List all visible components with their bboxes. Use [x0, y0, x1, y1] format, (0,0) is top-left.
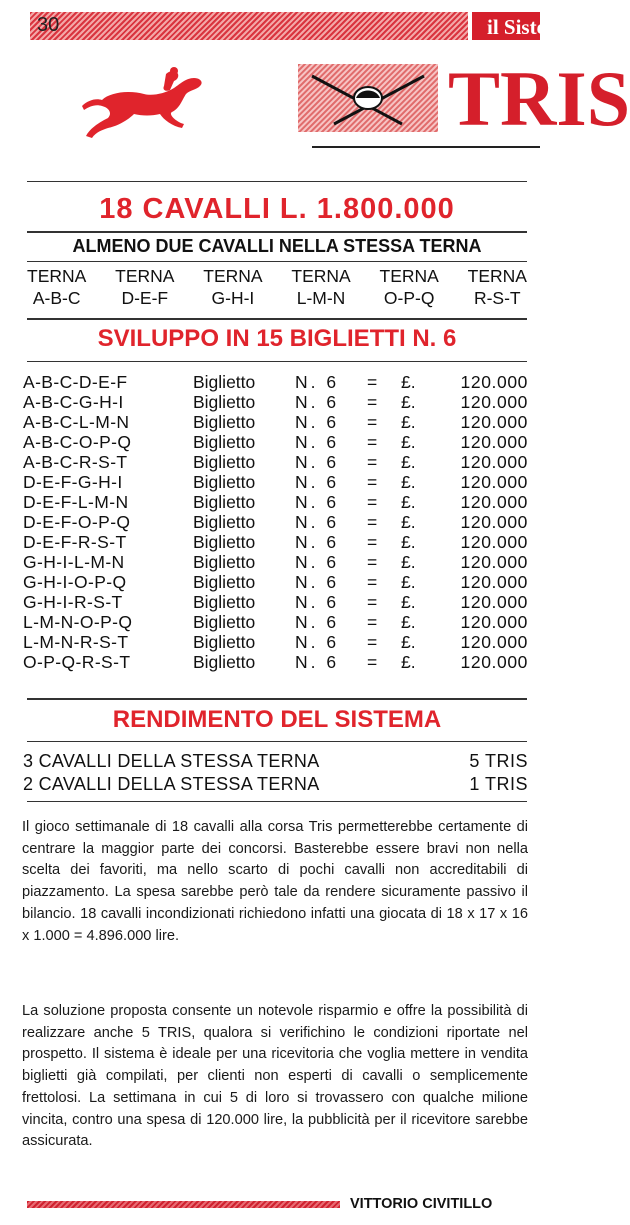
header-bar: [30, 12, 468, 40]
ticket-row: G-H-I-L-M-N Biglietto N. 6 = £. 120.000: [23, 552, 528, 572]
ticket-row: O-P-Q-R-S-T Biglietto N. 6 = £. 120.000: [23, 652, 528, 672]
ticket-row: D-E-F-L-M-N Biglietto N. 6 = £. 120.000: [23, 492, 528, 512]
divider: [27, 181, 527, 182]
ticket-row: G-H-I-O-P-Q Biglietto N. 6 = £. 120.000: [23, 572, 528, 592]
yield-row: 3 CAVALLI DELLA STESSA TERNA 5 TRIS: [23, 751, 528, 771]
ticket-row: A-B-C-O-P-Q Biglietto N. 6 = £. 120.000: [23, 432, 528, 452]
terna-item: TERNA A-B-C: [27, 266, 87, 308]
divider: [27, 801, 527, 802]
ticket-row: D-E-F-R-S-T Biglietto N. 6 = £. 120.000: [23, 532, 528, 552]
main-heading: 18 CAVALLI L. 1.800.000: [99, 193, 455, 225]
ticket-row: A-B-C-D-E-F Biglietto N. 6 = £. 120.000: [23, 372, 528, 392]
body-paragraph: La soluzione proposta consente un notevole risparmio e offre la possibilità di realizzare anche 5 TRIS, qualora si verifichino le condizioni riportate nel prospetto. Il sistema è ideale per una ricevitoria che voglia mettere in vendita biglietti già compilati, per clienti non esperti di cavalli o semplicemente frettolosi. La settimana in cui 5 di loro si trovassero con qualche milione vincita, contro una spesa di 120.000 lire, la pubblicità per il ricevitore sarebbe assicurata.: [22, 1003, 528, 1150]
ticket-row: A-B-C-G-H-I Biglietto N. 6 = £. 120.000: [23, 392, 528, 412]
yield-row: 2 CAVALLI DELLA STESSA TERNA 1 TRIS: [23, 774, 528, 794]
subheading: ALMENO DUE CAVALLI NELLA STESSA TERNA: [72, 236, 482, 256]
horse-rider-icon: [80, 66, 220, 146]
tris-title: TRIS: [448, 55, 630, 142]
terna-item: TERNA G-H-I: [203, 266, 263, 308]
ticket-row: A-B-C-R-S-T Biglietto N. 6 = £. 120.000: [23, 452, 528, 472]
terna-item: TERNA D-E-F: [115, 266, 175, 308]
development-heading: SVILUPPO IN 15 BIGLIETTI N. 6: [97, 325, 457, 352]
terna-item: TERNA L-M-N: [291, 266, 351, 308]
ticket-row: D-E-F-G-H-I Biglietto N. 6 = £. 120.000: [23, 472, 528, 492]
terna-item: TERNA O-P-Q: [379, 266, 439, 308]
divider: [27, 261, 527, 262]
terne-row: [27, 265, 527, 313]
magazine-brand: il Sistema: [487, 15, 574, 39]
ticket-row: G-H-I-R-S-T Biglietto N. 6 = £. 120.000: [23, 592, 528, 612]
crossed-whips-emblem: [298, 64, 438, 132]
yield-heading: RENDIMENTO DEL SISTEMA: [112, 706, 442, 733]
ticket-row: D-E-F-O-P-Q Biglietto N. 6 = £. 120.000: [23, 512, 528, 532]
ticket-list: [23, 372, 528, 672]
divider: [27, 231, 527, 233]
page-number: 30: [37, 14, 60, 36]
header-rule: [312, 146, 540, 148]
body-paragraph: Il gioco settimanale di 18 cavalli alla corsa Tris permetterebbe certamente di centrare la maggior parte dei concorsi. Basterebbe essere bravi non nella scelta dei favoriti, ma nello scarto di pochi cavalli non accreditabili di piazzamento. La spesa sarebbe però tale da rendere sicuramente passivo il bilancio. 18 cavalli incondizionati richiedono infatti una giocata di 18 x 17 x 16 x 1.000 = 4.896.000 lire.: [22, 819, 528, 944]
divider: [27, 318, 527, 320]
ticket-row: L-M-N-R-S-T Biglietto N. 6 = £. 120.000: [23, 632, 528, 652]
ticket-row: A-B-C-L-M-N Biglietto N. 6 = £. 120.000: [23, 412, 528, 432]
terna-item: TERNA R-S-T: [467, 266, 527, 308]
divider: [27, 698, 527, 700]
author-name: VITTORIO CIVITILLO: [350, 1196, 493, 1212]
footer-bar: [27, 1201, 340, 1208]
ticket-row: L-M-N-O-P-Q Biglietto N. 6 = £. 120.000: [23, 612, 528, 632]
divider: [27, 741, 527, 742]
divider: [27, 361, 527, 362]
